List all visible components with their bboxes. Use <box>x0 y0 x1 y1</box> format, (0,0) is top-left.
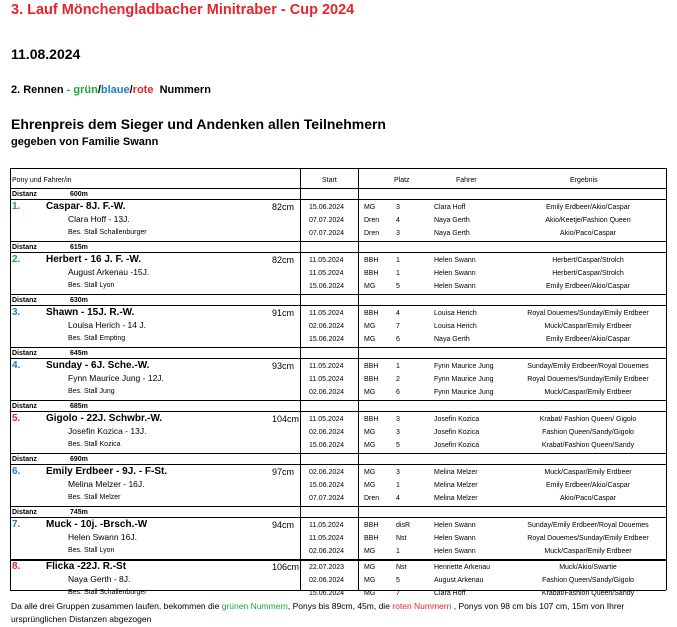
race-place: 5 <box>396 577 400 584</box>
horse-name: Gigolo - 22J. Schwbr.-W. <box>46 413 163 424</box>
entry-number: 2. <box>12 254 21 265</box>
distance-rule <box>10 252 666 253</box>
race-track: MG <box>364 469 376 476</box>
race-result: Sunday/Emily Erdbeer/Royal Douemes <box>527 363 649 370</box>
race-date: 11.05.2024 <box>309 522 344 529</box>
column-rule <box>10 168 11 590</box>
race-date: 07.07.2024 <box>309 495 345 502</box>
race-place: Nst <box>396 564 407 571</box>
race-driver: August Arkenau <box>434 577 484 584</box>
race-green: grün <box>73 84 98 96</box>
distance-rule <box>10 199 666 200</box>
entry-rule <box>10 347 666 348</box>
note-red: roten Nummern <box>392 601 452 611</box>
entry-number: 8. <box>12 561 21 572</box>
race-place: 2 <box>396 376 400 383</box>
race-date: 11.05.2024 <box>309 310 344 317</box>
header-start: Start <box>322 177 337 184</box>
driver-name: Melina Melzer - 16J. <box>68 479 145 489</box>
race-result: Akio/Keetje/Fashion Queen <box>545 217 631 224</box>
race-place: 1 <box>396 548 400 555</box>
race-driver: Fynn Maurice Jung <box>434 363 494 370</box>
race-date: 11.05.2024 <box>309 535 344 542</box>
race-place: 3 <box>396 230 400 237</box>
driver-name: Helen Swann 16J. <box>68 532 137 542</box>
race-place: 4 <box>396 217 400 224</box>
horse-name: Flicka -22J. R.-St <box>46 561 127 572</box>
race-date: 11.05.2024 <box>309 416 344 423</box>
race-result: Sunday/Emily Erdbeer/Royal Douemes <box>527 522 649 529</box>
distance-value: 690m <box>70 456 88 463</box>
race-track: BBH <box>364 376 379 383</box>
distance-value: 645m <box>70 350 88 357</box>
stable-name: Bes. Stall Kozica <box>68 441 121 448</box>
race-place: 5 <box>396 442 400 449</box>
race-date: 15.06.2024 <box>309 283 345 290</box>
event-date: 11.08.2024 <box>11 46 81 62</box>
horse-name: Shawn - 15J. R.-W. <box>46 307 135 318</box>
race-track: BBH <box>364 310 379 317</box>
note-part-2: , Ponys bis 89cm, 45m, die <box>287 601 393 611</box>
distance-label: Distanz <box>12 244 37 251</box>
race-driver: Helen Swann <box>434 548 476 555</box>
driver-name: Clara Hoff - 13J. <box>68 214 130 224</box>
entry-number: 7. <box>12 519 21 530</box>
race-slash-2: / <box>129 84 133 96</box>
race-track: BBH <box>364 535 379 542</box>
race-place: 3 <box>396 429 400 436</box>
race-date: 02.06.2024 <box>309 469 345 476</box>
race-track: MG <box>364 482 376 489</box>
note-green: grünen Nummern <box>221 601 288 611</box>
pony-size: 106cm <box>272 562 300 572</box>
race-result: Emily Erdbeer/Akio/Caspar <box>545 283 631 290</box>
race-track: MG <box>364 204 376 211</box>
entry-rule <box>10 506 666 507</box>
race-place: 5 <box>396 283 400 290</box>
header-ergebnis: Ergebnis <box>570 177 598 184</box>
race-track: MG <box>364 590 376 597</box>
table-top-border <box>10 168 666 169</box>
stable-name: Bes. Stall Empting <box>68 335 126 342</box>
race-track: Dren <box>364 217 380 224</box>
race-date: 07.07.2024 <box>309 230 345 237</box>
race-result: Krabat/Fashion Queen/Sandy <box>541 590 635 597</box>
horse-name: Herbert - 16 J. F. -W. <box>46 254 142 265</box>
race-result: Muck/Caspar/Emily Erdbeer <box>544 323 632 330</box>
race-driver: Melina Melzer <box>434 469 478 476</box>
race-place: 4 <box>396 495 400 502</box>
entry-number: 1. <box>12 201 21 212</box>
race-place: 6 <box>396 389 400 396</box>
race-slash-1: / <box>97 84 101 96</box>
race-result: Krabat/Fashion Queen/Sandy <box>541 442 635 449</box>
race-place: 7 <box>396 323 400 330</box>
column-rule <box>666 168 667 590</box>
race-result: Fashion Queen/Sandy/Gigolo <box>542 429 634 436</box>
pony-size: 91cm <box>272 308 295 318</box>
distance-rule <box>10 305 666 306</box>
race-driver: Clara Hoff <box>434 204 466 211</box>
race-date: 11.05.2024 <box>309 376 344 383</box>
race-driver: Naya Gerth <box>434 336 470 343</box>
distance-rule <box>10 411 666 412</box>
race-driver: Josefin Kozica <box>434 416 480 423</box>
race-driver: Louisa Herich <box>434 323 477 330</box>
note-part-3: , Ponys von 98 cm bis 107 cm, 15m von Ihrer ursprünglichen Distanzen abgezogen <box>11 601 625 624</box>
race-result: Emily Erdbeer/Akio/Caspar <box>545 482 631 489</box>
stable-name: Bes. Stall Melzer <box>68 494 121 501</box>
race-driver: Josefin Kozica <box>434 442 480 449</box>
given-by: gegeben von Familie Swann <box>11 136 159 148</box>
race-result: Royal Douemes/Sunday/Emily Erdbeer <box>527 535 649 542</box>
race-date: 15.06.2024 <box>309 442 345 449</box>
race-place: 7 <box>396 590 400 597</box>
race-date: 22.07.2023 <box>309 564 345 571</box>
header-platz: Platz <box>394 177 410 184</box>
race-result: Herbert/Caspar/Strolch <box>552 257 624 264</box>
driver-name: Louisa Herich - 14 J. <box>68 320 146 330</box>
race-track: MG <box>364 429 376 436</box>
distance-rule <box>10 464 666 465</box>
race-date: 02.06.2024 <box>309 548 345 555</box>
pony-size: 82cm <box>272 255 295 265</box>
entry-rule <box>10 241 666 242</box>
entry-number: 3. <box>12 307 21 318</box>
race-date: 11.05.2024 <box>309 363 344 370</box>
race-place: Nst <box>396 535 407 542</box>
distance-label: Distanz <box>12 509 37 516</box>
horse-name: Caspar- 8J. F.-W. <box>46 201 126 212</box>
distance-label: Distanz <box>12 456 37 463</box>
header-rule <box>10 188 666 189</box>
race-track: MG <box>364 336 376 343</box>
distance-value: 630m <box>70 297 88 304</box>
race-driver: Fynn Maurice Jung <box>434 389 494 396</box>
entry-number: 5. <box>12 413 21 424</box>
stable-name: Bes. Stall Jung <box>68 388 115 395</box>
race-place: 3 <box>396 204 400 211</box>
driver-name: Naya Gerth - 8J. <box>68 574 131 584</box>
column-rule <box>358 168 359 590</box>
race-red: rote <box>132 84 154 96</box>
race-subtitle <box>11 84 211 96</box>
race-date: 02.06.2024 <box>309 323 345 330</box>
stable-name: Bes. Stall Lyon <box>68 547 115 554</box>
race-track: MG <box>364 442 376 449</box>
driver-name: Josefin Kozica - 13J. <box>68 426 147 436</box>
race-blue: blaue <box>100 84 130 96</box>
entry-number: 6. <box>12 466 21 477</box>
race-result: Akio/Paco/Caspar <box>559 230 617 237</box>
race-track: BBH <box>364 416 379 423</box>
distance-rule <box>10 358 666 359</box>
race-place: 1 <box>396 257 400 264</box>
race-track: BBH <box>364 522 379 529</box>
honor-heading: Ehrenpreis dem Sieger und Andenken allen Teilnehmern <box>11 116 386 132</box>
distance-label: Distanz <box>12 191 37 198</box>
race-track: BBH <box>364 270 379 277</box>
race-place: 3 <box>396 416 400 423</box>
distance-value: 745m <box>70 509 88 516</box>
race-result: Krabat/ Fashion Queen/ Gigolo <box>539 416 637 423</box>
race-date: 15.06.2024 <box>309 590 345 597</box>
race-driver: Clara Hoff <box>434 590 466 597</box>
horse-name: Muck - 10j. -Brsch.-W <box>46 519 148 530</box>
column-rule <box>300 168 301 590</box>
race-track: Dren <box>364 230 380 237</box>
race-driver: Helen Swann <box>434 270 476 277</box>
stable-name: Bes. Stall Schallenburger <box>68 229 147 236</box>
race-suffix: Nummern <box>159 84 211 96</box>
pony-size: 82cm <box>272 202 295 212</box>
race-place: 4 <box>396 310 400 317</box>
race-driver: Fynn Maurice Jung <box>434 376 494 383</box>
race-date: 07.07.2024 <box>309 217 345 224</box>
race-place: 1 <box>396 270 400 277</box>
results-table <box>10 168 666 597</box>
race-track: MG <box>364 323 376 330</box>
race-date: 15.06.2024 <box>309 482 345 489</box>
race-place: 1 <box>396 482 400 489</box>
race-date: 02.06.2024 <box>309 577 345 584</box>
distance-label: Distanz <box>12 297 37 304</box>
race-track: MG <box>364 283 376 290</box>
race-date: 11.05.2024 <box>309 270 344 277</box>
distance-label: Distanz <box>12 403 37 410</box>
race-track: MG <box>364 389 376 396</box>
race-track: BBH <box>364 363 379 370</box>
race-place: disR <box>396 522 411 529</box>
driver-name: August Arkenau -15J. <box>68 267 150 277</box>
race-number: 2. Rennen <box>11 84 64 96</box>
race-result: Muck/Caspar/Emily Erdbeer <box>544 389 632 396</box>
driver-name: Fynn Maurice Jung - 12J. <box>68 373 164 383</box>
race-driver: Helen Swann <box>434 283 476 290</box>
race-result: Muck/Caspar/Emily Erdbeer <box>544 548 632 555</box>
header-pony: Pony und Fahrer/in <box>12 177 72 184</box>
race-driver: Louisa Herich <box>434 310 477 317</box>
race-track: BBH <box>364 257 379 264</box>
race-date: 11.05.2024 <box>309 257 344 264</box>
distance-value: 615m <box>70 244 88 251</box>
race-result: Emily Erdbeer/Akio/Caspar <box>545 336 631 343</box>
horse-name: Sunday - 6J. Sche.-W. <box>46 360 150 371</box>
pony-size: 93cm <box>272 361 295 371</box>
race-track: MG <box>364 564 376 571</box>
race-place: 1 <box>396 363 400 370</box>
race-date: 15.06.2024 <box>309 336 345 343</box>
race-date: 15.06.2024 <box>309 204 345 211</box>
race-result: Muck/Caspar/Emily Erdbeer <box>544 469 632 476</box>
pony-size: 94cm <box>272 520 295 530</box>
race-driver: Melina Melzer <box>434 495 478 502</box>
pony-size: 97cm <box>272 467 295 477</box>
race-result: Emily Erdbeer/Akio/Caspar <box>545 204 631 211</box>
race-result: Royal Douemes/Sunday/Emily Erdbeer <box>527 310 649 317</box>
distance-label: Distanz <box>12 350 37 357</box>
race-driver: Naya Gerth <box>434 217 470 224</box>
race-result: Akio/Paco/Caspar <box>559 495 617 502</box>
race-track: MG <box>364 577 376 584</box>
distance-rule <box>10 517 666 518</box>
stable-name: Bes. Stall Schallenburger <box>68 589 147 596</box>
pony-size: 104cm <box>272 414 300 424</box>
race-place: 3 <box>396 469 400 476</box>
race-driver: Josefin Kozica <box>434 429 480 436</box>
race-driver: Helen Swann <box>434 257 476 264</box>
race-date: 02.06.2024 <box>309 389 345 396</box>
race-driver: Henriette Arkenau <box>434 564 491 571</box>
race-dash: - <box>63 84 74 96</box>
race-result: Herbert/Caspar/Strolch <box>552 270 624 277</box>
race-driver: Naya Gerth <box>434 230 470 237</box>
race-driver: Helen Swann <box>434 535 476 542</box>
race-result: Muck/Akio/Swartie <box>559 564 617 571</box>
footnote <box>11 600 671 626</box>
race-result: Fashion Queen/Sandy/Gigolo <box>542 577 634 584</box>
race-track: Dren <box>364 495 380 502</box>
race-place: 6 <box>396 336 400 343</box>
horse-name: Emily Erdbeer - 9J. - F-St. <box>46 466 168 477</box>
race-driver: Helen Swann <box>434 522 476 529</box>
distance-value: 685m <box>70 403 88 410</box>
race-result: Royal Douemes/Sunday/Emily Erdbeer <box>527 376 649 383</box>
entry-rule <box>10 400 666 401</box>
entry-rule <box>10 294 666 295</box>
race-date: 02.06.2024 <box>309 429 345 436</box>
header-fahrer: Fahrer <box>456 177 477 184</box>
stable-name: Bes. Stall Lyon <box>68 282 115 289</box>
entry-rule <box>10 453 666 454</box>
page-title: 3. Lauf Mönchengladbacher Minitraber - Cup 2024 <box>11 2 355 18</box>
entry-number: 4. <box>12 360 21 371</box>
distance-value: 600m <box>70 191 88 198</box>
note-part-1: Da alle drei Gruppen zusammen laufen, bekommen die <box>11 601 222 611</box>
race-track: MG <box>364 548 376 555</box>
race-driver: Melina Melzer <box>434 482 478 489</box>
